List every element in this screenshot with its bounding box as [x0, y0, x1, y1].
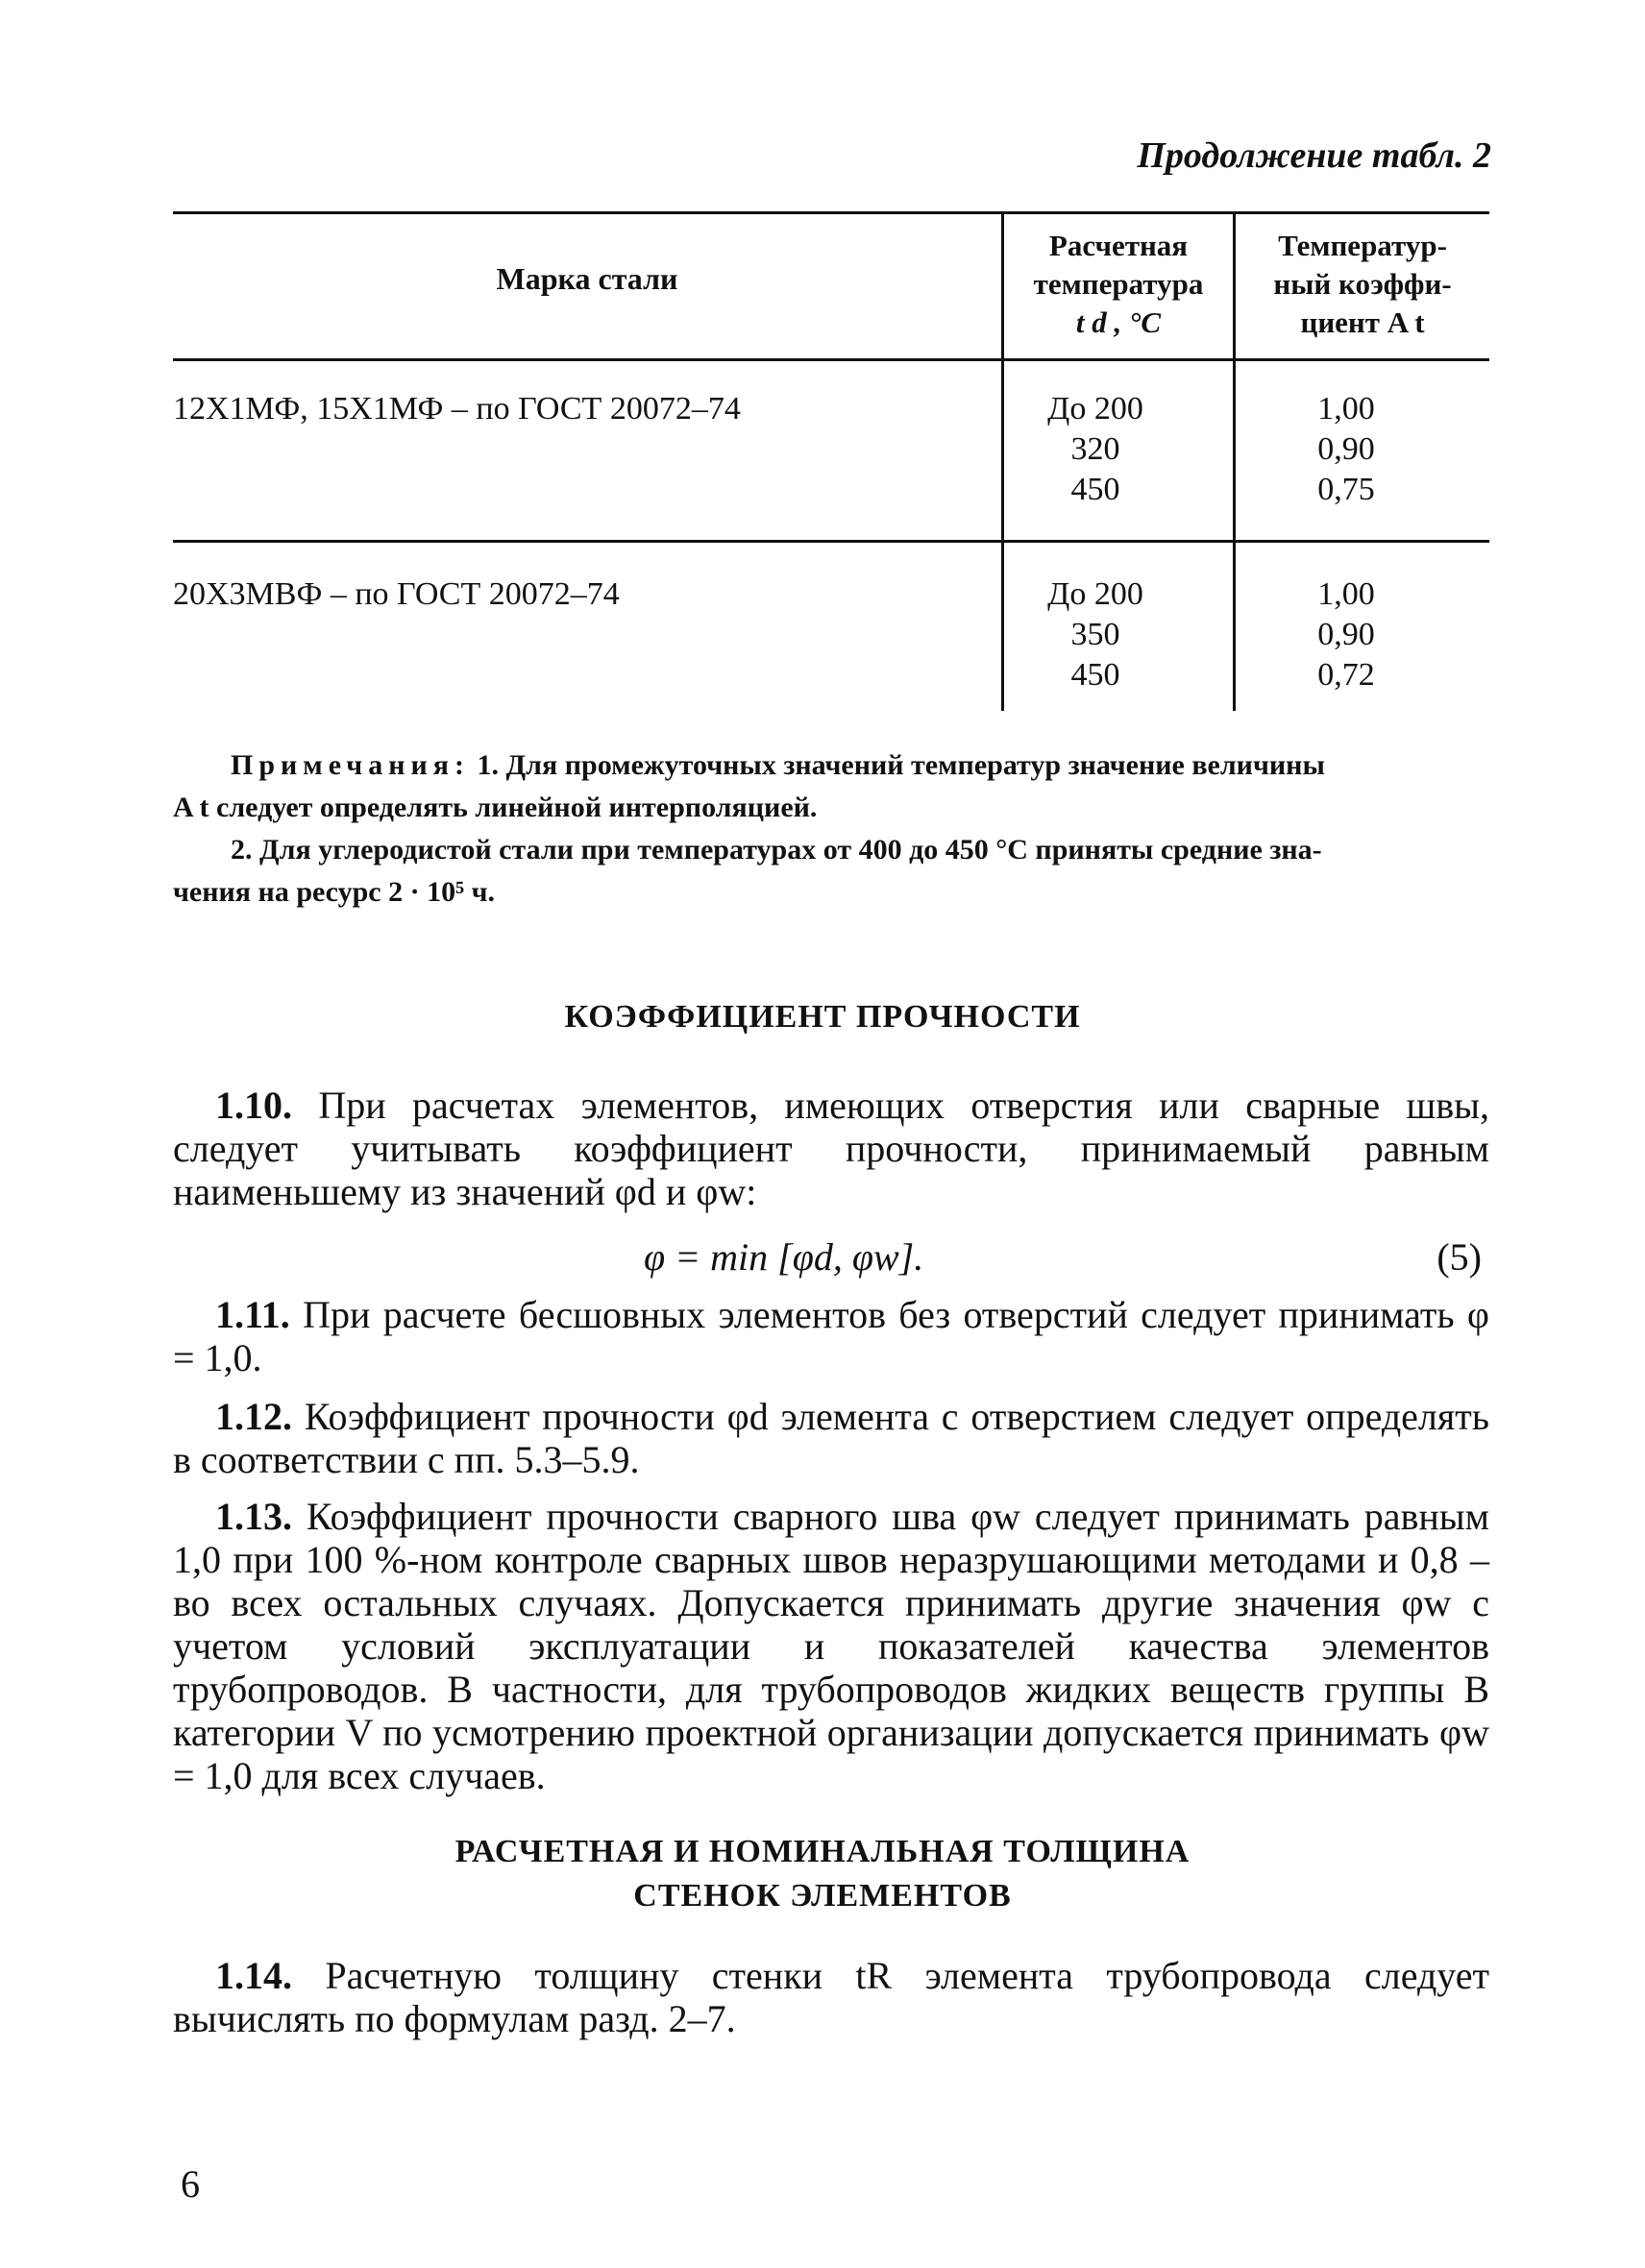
- row2-coefficients: 1,00 0,90 0,72: [1317, 576, 1375, 693]
- row1-coefficients: 1,00 0,90 0,75: [1317, 391, 1375, 507]
- note-2: 2. Для углеродистой стали при температурах от 400 до 450 °С приняты средние зна-: [231, 834, 1322, 866]
- header-temperature-coefficient: Температур- ный коэффи- циент A t: [1273, 229, 1452, 339]
- heading-line: СТЕНОК ЭЛЕМЕНТОВ: [633, 1878, 1012, 1914]
- clause-number: 1.11.: [215, 1293, 290, 1336]
- paragraph-1-13: [173, 1495, 1489, 1797]
- paragraph-1-10: [173, 1084, 1489, 1213]
- section-heading-strength: КОЭФФИЦИЕНТ ПРОЧНОСТИ: [564, 999, 1081, 1035]
- table-header-rule: [173, 358, 1489, 361]
- row2-steel-grade: 20Х3МВФ – по ГОСТ 20072–74: [173, 576, 620, 612]
- row2-temperatures: До 200 350 450: [1047, 576, 1143, 693]
- header-design-temperature: Расчетная температура t d , °C: [1033, 229, 1204, 339]
- section-heading-wall-thickness: [0, 1830, 1645, 1918]
- clause-text: При расчете бесшовных элементов без отверстий следует принимать φ = 1,0.: [173, 1293, 1490, 1379]
- header-steel-grade: Марка стали: [496, 261, 678, 296]
- table-row-rule: [173, 540, 1489, 543]
- paragraph-1-11: [173, 1293, 1489, 1379]
- clause-text: Коэффициент прочности сварного шва φw следует принимать равным 1,0 при 100 %-ном контроле сварных швов неразрушающими методами и 0,8 – во всех остальных случаях. Допускается принимать другие значения φw с учетом условий эксплуатации и показателей качества элементов трубопроводов. В частности, для трубопроводов жидких веществ группы В категории V по усмотрению проектной организации допускается принимать φw = 1,0 для всех случаев.: [173, 1495, 1489, 1797]
- heading-line: РАСЧЕТНАЯ И НОМИНАЛЬНАЯ ТОЛЩИНА: [454, 1834, 1191, 1869]
- row1-steel-grade: 12Х1МФ, 15Х1МФ – по ГОСТ 20072–74: [173, 391, 741, 427]
- note-1-cont: A t следует определять линейной интерполяцией.: [173, 792, 818, 823]
- clause-number: 1.13.: [215, 1495, 292, 1538]
- clause-number: 1.10.: [215, 1084, 292, 1127]
- row1-temperatures: До 200 320 450: [1047, 391, 1143, 507]
- formula-5: [173, 1235, 1489, 1283]
- clause-text: Коэффициент прочности φd элемента с отверстием следует определять в соответствии с пп. 5.3–5.9.: [173, 1395, 1490, 1481]
- notes-label: Примечания:: [231, 749, 471, 781]
- clause-text: Расчетную толщину стенки tR элемента трубопровода следует вычислять по формулам разд. 2–7.: [173, 1954, 1490, 2040]
- clause-number: 1.14.: [215, 1954, 292, 1997]
- page-number: 6: [181, 2162, 200, 2206]
- table-notes: [173, 744, 1489, 914]
- clause-number: 1.12.: [215, 1395, 292, 1438]
- formula-expression: φ = min [φd, φw].: [644, 1235, 924, 1279]
- paragraph-1-14: [173, 1954, 1489, 2040]
- note-1: 1. Для промежуточных значений температур значение величины: [477, 749, 1325, 781]
- continued-table-label: Продолжение табл. 2: [1137, 135, 1491, 176]
- note-2-cont: чения на ресурс 2 · 10⁵ ч.: [173, 876, 496, 908]
- steel-temperature-table: [173, 211, 1489, 711]
- formula-number: (5): [1436, 1235, 1482, 1279]
- clause-text: При расчетах элементов, имеющих отверстия или сварные швы, следует учитывать коэффициент прочности, принимаемый равным наименьшему из значений φd и φw:: [173, 1084, 1490, 1213]
- paragraph-1-12: [173, 1395, 1489, 1481]
- table-top-rule: [173, 211, 1489, 214]
